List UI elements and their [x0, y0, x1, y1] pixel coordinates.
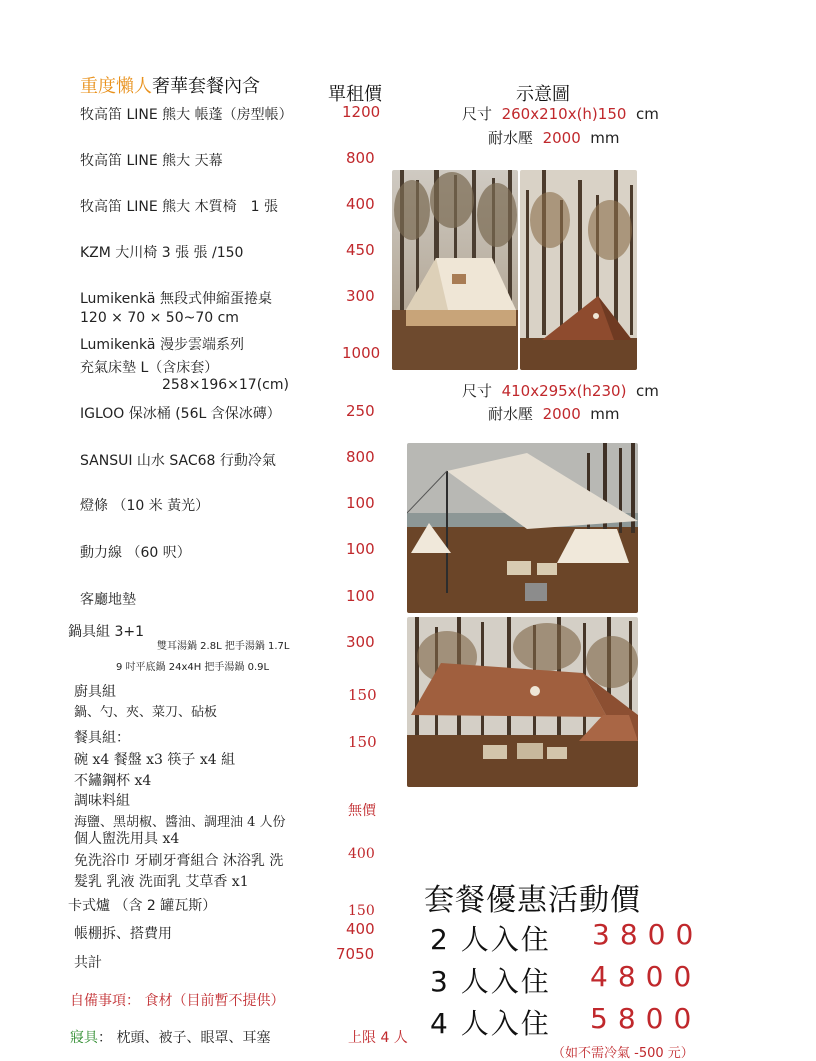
- price-total: 7050: [336, 945, 375, 963]
- tarp-photo-forest: [407, 617, 638, 787]
- promo-label-3: 3 人入住: [430, 965, 551, 998]
- item-tableware: 餐具組：: [74, 730, 130, 746]
- item-kitchen-tools-detail: 鍋、勺、夾、菜刀、砧板: [74, 705, 218, 720]
- item-cookware-detail1: 雙耳湯鍋 2.8L 把手湯鍋 1.7L: [157, 641, 290, 652]
- promo-price-3: 4800: [590, 960, 702, 993]
- note-bedding-label: 寢具: [70, 1030, 98, 1046]
- spec-water-value: 2000: [542, 405, 581, 423]
- spec-size-unit: cm: [635, 382, 659, 400]
- item-tarp: 牧高笛 LINE 熊大 天幕: [80, 153, 223, 169]
- item-table: Lumikenkä 無段式伸縮蛋捲桌: [80, 291, 272, 307]
- spec-water-label: 耐水壓: [488, 405, 534, 423]
- tent-photo-white: [392, 170, 518, 370]
- item-light-strip: 燈條 （10 米 黃光）: [80, 498, 210, 514]
- item-setup-fee: 帳棚拆、搭費用: [74, 926, 172, 942]
- item-total: 共計: [74, 955, 102, 971]
- item-kzm-chair: KZM 大川椅 3 張 張 /150: [80, 245, 244, 261]
- price-cookware: 300: [346, 633, 375, 651]
- price-tarp: 800: [346, 149, 375, 167]
- promo-price-4: 5800: [590, 1002, 702, 1035]
- spec-size-unit: cm: [635, 105, 659, 123]
- item-tent: 牧高笛 LINE 熊大 帳蓬（房型帳）: [80, 107, 293, 123]
- price-floor-mat: 100: [346, 587, 375, 605]
- spec-size-label: 尺寸: [462, 105, 493, 123]
- item-towel-set-line2: 髮乳 乳液 洗面乳 艾草香 x1: [74, 874, 249, 890]
- column-header-price: 單租價: [328, 84, 382, 105]
- spec-water-unit: mm: [590, 405, 620, 423]
- promo-footnote: （如不需冷氣 -500 元）: [552, 1046, 694, 1061]
- spec-water-value: 2000: [542, 129, 581, 147]
- spec-water-unit: mm: [590, 129, 620, 147]
- price-seasoning: 無價: [348, 803, 376, 819]
- item-power-cord: 動力線 （60 呎）: [80, 545, 191, 561]
- promo-title: 套餐優惠活動價: [424, 883, 641, 918]
- item-kitchen-tools: 廚具組: [74, 684, 116, 700]
- item-floor-mat: 客廳地墊: [80, 592, 136, 608]
- note-self-text: ： 食材（目前暫不提供）: [126, 993, 285, 1009]
- note-bedding-text: ： 枕頭、被子、眼罩、耳塞: [98, 1030, 271, 1046]
- item-tableware-line3: 不鏽鋼杯 x4: [74, 773, 152, 789]
- spec-water-2: [488, 403, 620, 424]
- price-table: 300: [346, 287, 375, 305]
- item-air-mattress: Lumikenkä 漫步雲端系列: [80, 337, 244, 353]
- price-cooler: 250: [346, 402, 375, 420]
- item-air-mattress-size: 258×196×17(cm): [162, 377, 289, 393]
- item-towel-set: 免洗浴巾 牙刷牙膏組合 沐浴乳 洗: [74, 853, 284, 869]
- spec-size-label: 尺寸: [462, 382, 493, 400]
- title-highlight: 重度懶人: [80, 76, 152, 97]
- spec-size-2: [462, 380, 659, 401]
- price-light-strip: 100: [346, 494, 375, 512]
- item-cookware: 鍋具組 3+1: [68, 624, 144, 640]
- item-toiletries: 個人盥洗用具 x4: [74, 831, 180, 847]
- title-rest: 奢華套餐內含: [152, 76, 260, 97]
- spec-water-label: 耐水壓: [488, 129, 534, 147]
- price-power-cord: 100: [346, 540, 375, 558]
- spec-size-value: 410x295x(h230): [501, 382, 627, 400]
- item-air-mattress-line2: 充氣床墊 L（含床套）: [80, 360, 219, 376]
- item-table-size: 120 × 70 × 50~70 cm: [80, 310, 239, 326]
- spec-water-1: [488, 127, 620, 148]
- note-bedding: [70, 1027, 270, 1047]
- promo-price-2: 3800: [592, 918, 704, 951]
- promo-label-4: 4 人入住: [430, 1007, 551, 1040]
- item-cookware-detail2: 9 吋平底鍋 24x4H 把手湯鍋 0.9L: [116, 662, 270, 673]
- price-setup-fee: 400: [346, 920, 375, 938]
- spec-size-value: 260x210x(h)150: [501, 105, 627, 123]
- tarp-photo-lakeside: [407, 443, 638, 613]
- page-title: [80, 72, 260, 98]
- price-kitchen-tools: 150: [348, 686, 377, 704]
- price-air-mattress: 1000: [342, 344, 381, 362]
- column-header-image: 示意圖: [516, 84, 570, 105]
- spec-size-1: [462, 103, 659, 124]
- item-tableware-line2: 碗 x4 餐盤 x3 筷子 x4 組: [74, 752, 236, 768]
- item-seasoning: 調味料組: [74, 793, 130, 809]
- promo-label-2: 2 人入住: [430, 923, 551, 956]
- item-seasoning-detail: 海鹽、黑胡椒、醬油、調理油 4 人份: [74, 815, 286, 830]
- note-self-label: 自備事項: [70, 993, 126, 1009]
- price-kzm-chair: 450: [346, 241, 375, 259]
- price-gas-stove: 150: [348, 903, 375, 919]
- price-tableware: 150: [348, 733, 377, 751]
- price-air-conditioner: 800: [346, 448, 375, 466]
- price-wood-chair: 400: [346, 195, 375, 213]
- item-wood-chair: 牧高笛 LINE 熊大 木質椅 1 張: [80, 199, 278, 215]
- tent-photo-brown: [520, 170, 637, 370]
- note-self-prepare: [70, 990, 284, 1010]
- item-cooler: IGLOO 保冰桶 (56L 含保冰磚）: [80, 406, 281, 422]
- price-towel-set: 400: [348, 846, 375, 862]
- price-tent: 1200: [342, 103, 381, 121]
- item-air-conditioner: SANSUI 山水 SAC68 行動冷氣: [80, 453, 276, 469]
- note-capacity-limit: 上限 4 人: [348, 1030, 408, 1046]
- item-gas-stove: 卡式爐 （含 2 罐瓦斯）: [68, 898, 217, 914]
